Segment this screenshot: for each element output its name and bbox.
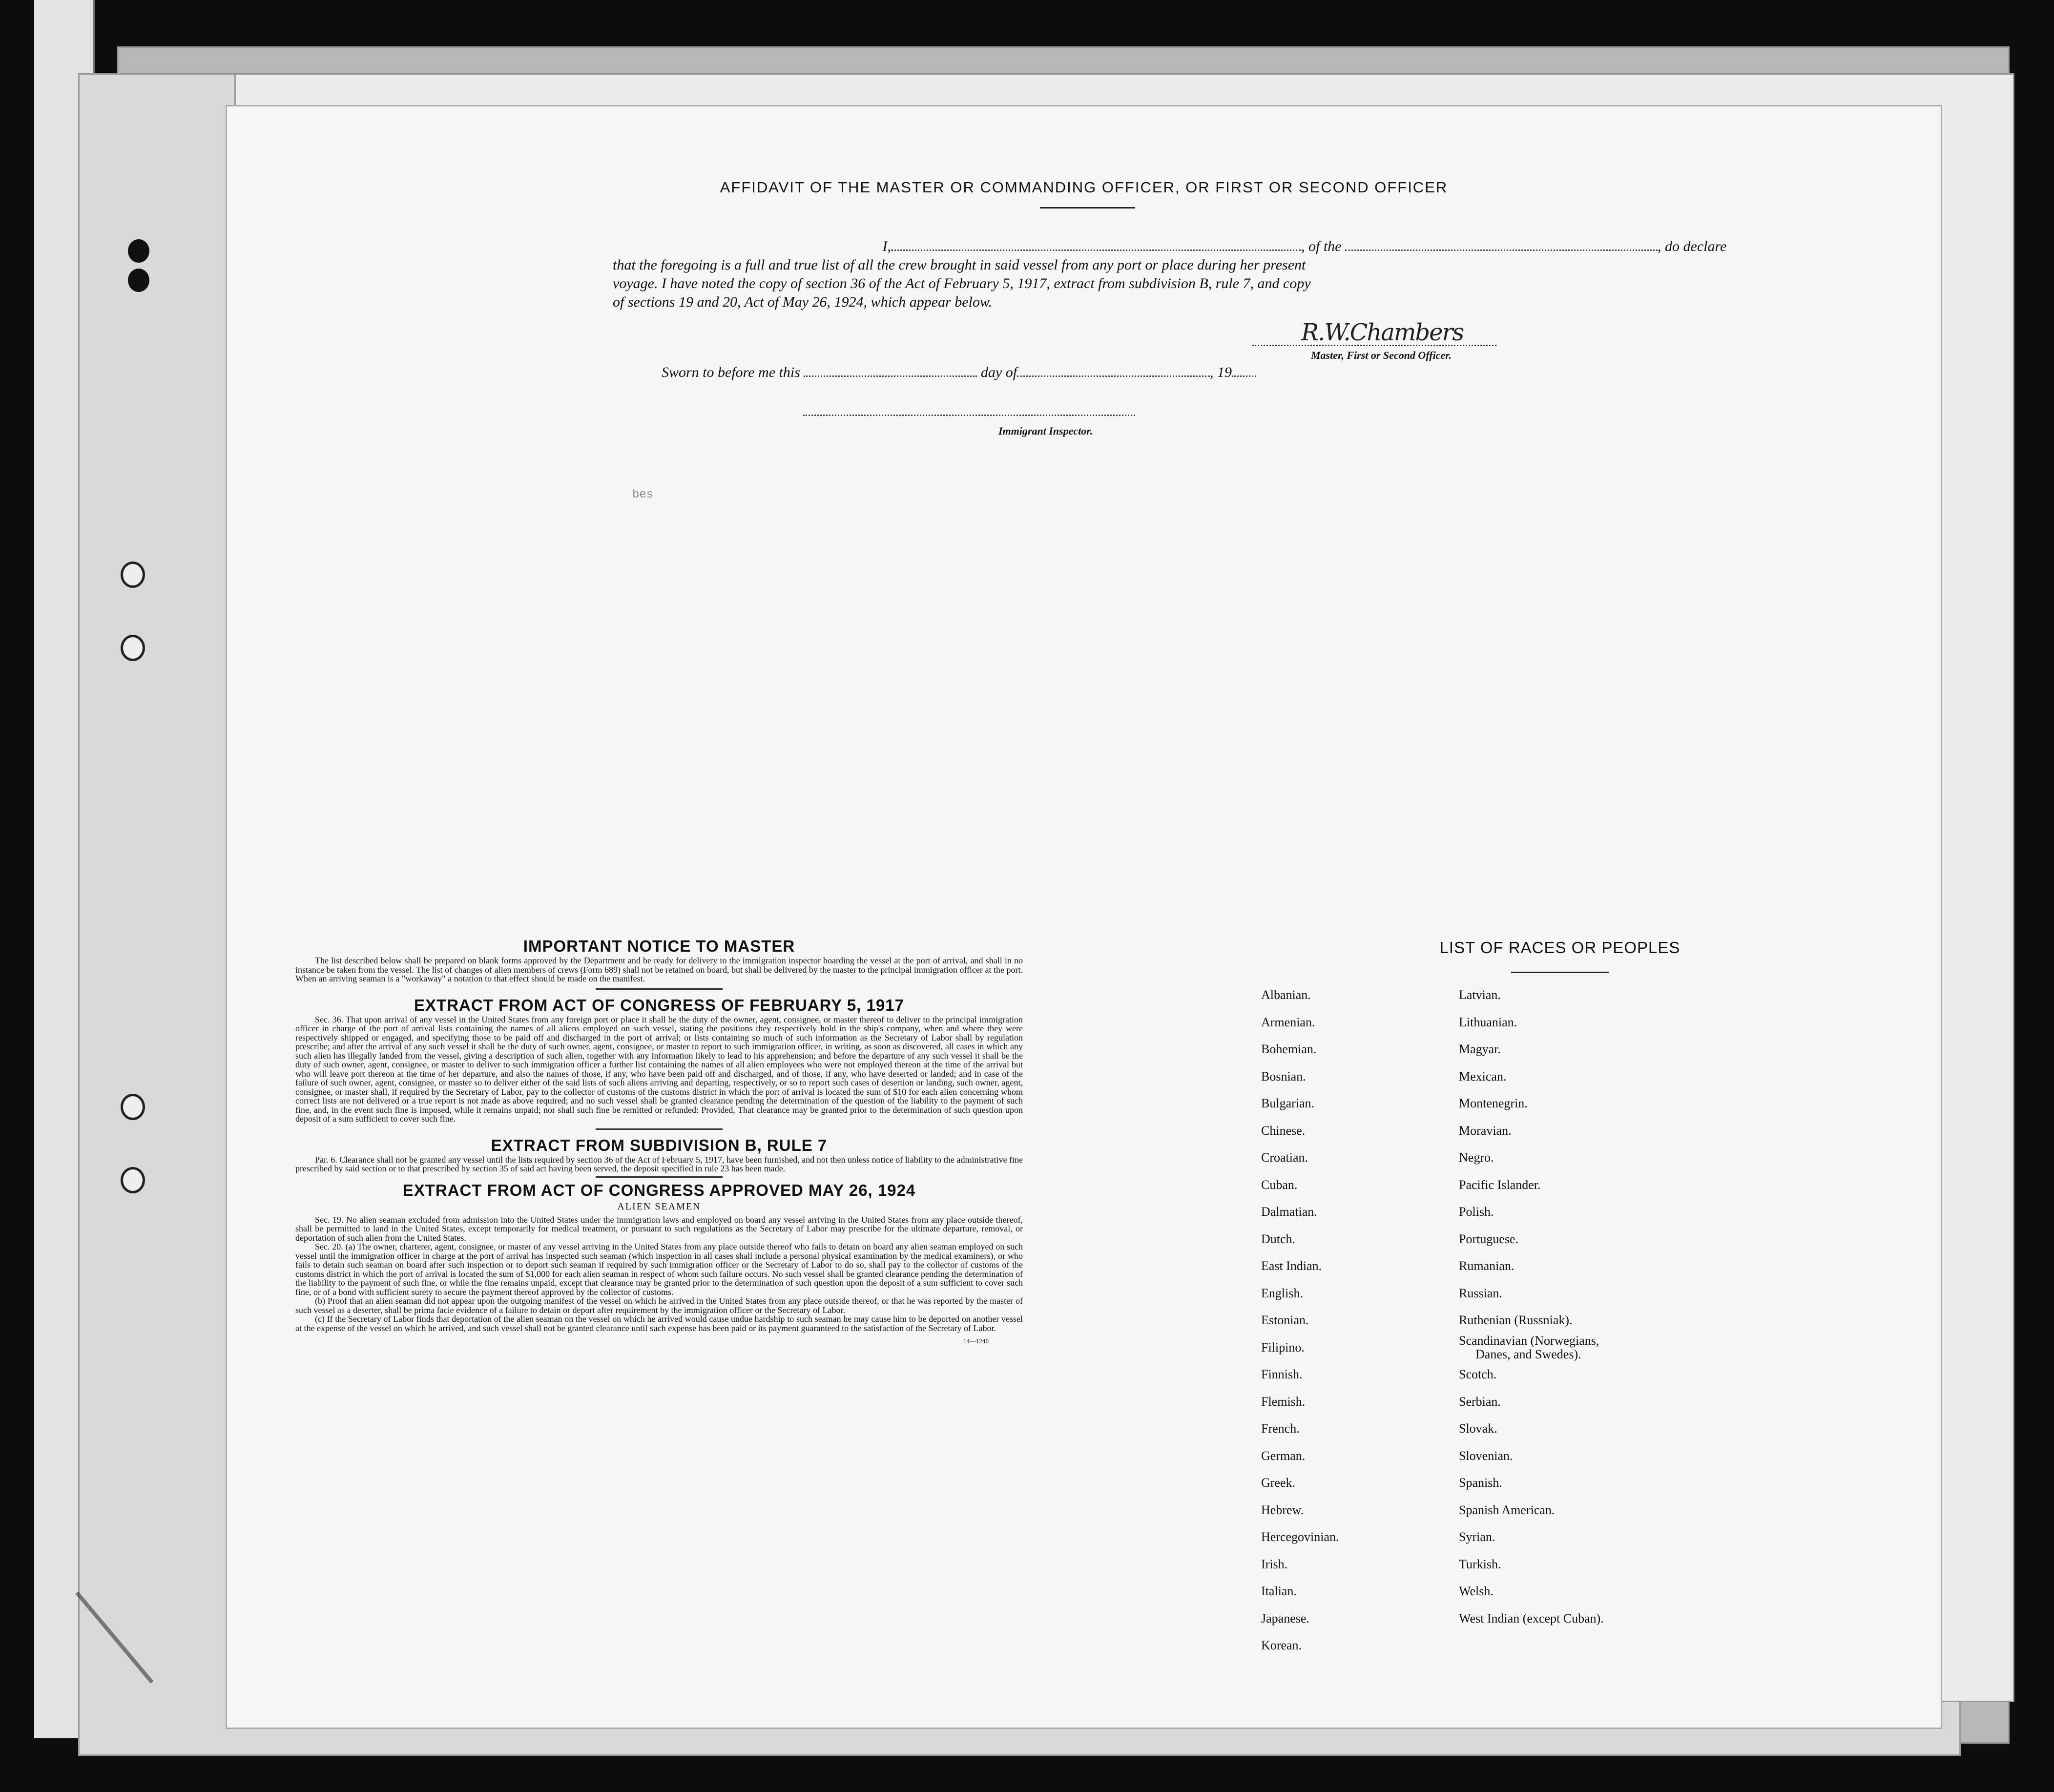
race-item: Estonian. [1261,1313,1309,1327]
race-item: Scotch. [1459,1367,1497,1381]
sworn-line [662,364,1256,381]
sworn-year-line [1232,366,1256,377]
race-item: Syrian. [1459,1530,1495,1544]
notice-text: The list described below shall be prepared on blank forms approved by the Department and be ready for delivery to the immigration inspector boarding the vessel at the port of arrival, and shall in no instance be taken from the vessel. The list of changes of alien members of crews (Form 689) shall not be retained on board, but shall be delivered by the master to the principal immigration officer at the port. When an arriving seaman is a "workaway" a notation to that effect should be made on the manifest. [295,956,1023,983]
faint-mark: bes [632,488,654,501]
inspector-line [803,415,1135,416]
race-item: Moravian. [1459,1123,1512,1138]
race-item: Bosnian. [1261,1069,1306,1084]
race-item: Magyar. [1459,1042,1501,1056]
race-item: Latvian. [1459,988,1501,1002]
punch-hole [121,1094,145,1120]
races-rule [1511,972,1609,973]
race-item: Pacific Islander. [1459,1177,1541,1192]
race-item: Dutch. [1261,1231,1296,1246]
section-19-text: Sec. 19. No alien seaman excluded from admission into the United States under the immigration laws and employed on board any vessel arriving in the United States from any place outside thereof, shall be permitted to land in the United States, except temporarily for medical treatment, or pursuant to such regulations as the Secretary of Labor may prescribe for the ultimate departure, removal, or deportation of such alien from the United States. [295,1214,1023,1243]
affidavit-text [613,237,1727,312]
race-item: Italian. [1261,1584,1297,1598]
punch-hole [121,1167,145,1193]
race-item: Filipino. [1261,1340,1305,1354]
race-item: Serbian. [1459,1394,1501,1409]
race-item-scandinavian [1459,1334,1604,1361]
affidavit-title: AFFIDAVIT OF THE MASTER OR COMMANDING OFFICER, OR FIRST OR SECOND OFFICER [720,179,1448,196]
form-number: 14—1240 [963,1337,989,1345]
race-item: Hebrew. [1261,1502,1304,1517]
race-item: Spanish American. [1459,1502,1555,1517]
race-item: Japanese. [1261,1611,1309,1625]
notice-title: IMPORTANT NOTICE TO MASTER [523,937,795,955]
race-item: Russian. [1459,1286,1502,1300]
race-item: German. [1261,1448,1306,1463]
race-item: Dalmatian. [1261,1205,1317,1219]
race-item: Greek. [1261,1476,1296,1490]
sworn-month-line [1017,366,1210,377]
races-title: LIST OF RACES OR PEOPLES [1439,938,1681,957]
manifest-page [227,106,1941,1728]
race-item: Portuguese. [1459,1231,1519,1246]
race-item: Turkish. [1459,1557,1501,1571]
subdivision-title: EXTRACT FROM SUBDIVISION B, RULE 7 [491,1136,828,1154]
affidavit-declare: , do declare [1658,238,1727,254]
punch-hole [121,562,145,588]
subdivision-text: Par. 6. Clearance shall not be granted any vessel until the lists required by section 36 of the Act of February 5, 1917, have been furnished, and not then unless notice of liability to the administrative fine prescribed by said section or to that prescribed by section 35 of said act having been served, the deposit specified in rule 23 has been made. [295,1154,1023,1173]
race-item: Slovak. [1459,1421,1497,1436]
race-item: Chinese. [1261,1123,1306,1138]
race-item: East Indian. [1261,1259,1322,1273]
affidavit-line-3: voyage. I have noted the copy of section 36 of the Act of February 5, 1917, extract from subdivision B, rule 7, and copy [613,275,1311,292]
race-item: Armenian. [1261,1015,1315,1029]
races-left-list [1261,981,1339,1659]
vessel-name-line [1345,240,1658,251]
title-rule [1040,207,1135,208]
section-rule [596,1128,723,1130]
signature-caption: Master, First or Second Officer. [1311,349,1452,361]
race-item: Hercegovinian. [1261,1530,1339,1544]
affidavit-line-2: that the foregoing is a full and true list of all the crew brought in said vessel from any port or place during her present [613,257,1306,273]
affidavit-i: I, [882,238,891,254]
extract-1924-title: EXTRACT FROM ACT OF CONGRESS APPROVED MAY 26, 1924 [402,1181,916,1199]
extract-1917-text: Sec. 36. That upon arrival of any vessel in the United States from any foreign port or place it shall be the duty of the owner, agent, consignee, or master thereof to deliver to the principal immigration officer in charge of the port of arrival lists containing the names of all aliens employed on such vessel, stating the positions they respectively hold in the ship's company, when and where they were respectively shipped or engaged, and specifying those to be paid off and discharged in the port of arrival; or lists containing so much of such information as the Secretary of Labor shall by regulation prescribe; and after the arrival of any such vessel it shall be the duty of such owner, agent, consignee, or master to report to such immigration officer, in writing, as soon as discovered, all cases in which any such alien has illegally landed from the vessel, giving a description of such alien, together with any information likely to lead to his apprehension; and before the departure of any such vessel it shall be the duty of such owner, agent, consignee, or master to deliver to such immigration officer a further list containing the names of all alien employees who were not employed thereon at the time of the arrival but who will leave port thereon at the time of her departure, and also the names of those, if any, who have been paid off and discharged, and of those, if any, who have deserted or landed; and in case of the failure of such owner, agent, consignee, or master so to deliver either of the said lists of such aliens arriving and departing, respectively, or so to report such cases of desertion or landing, such owner, agent, consignee, or master shall, if required by the Secretary of Labor, pay to the collector of customs of the customs district in which the port of arrival is located the sum of $10 for each alien concerning whom correct lists are not delivered or a true report is not made as above required; and no such vessel shall be granted clearance pending the determination of the question of the liability to the payment of such fine, and, in the event such fine is imposed, while it remains unpaid; nor shall such fine be remitted or refunded: Provided, That clearance may be granted prior to the determination of such question upon deposit of a sum sufficient to cover such fine. [295,1014,1023,1124]
race-item: Rumanian. [1459,1259,1515,1273]
race-item: Korean. [1261,1638,1302,1652]
race-item: Negro. [1459,1150,1494,1165]
punch-hole [121,635,145,661]
punch-hole [128,269,149,292]
race-item: Albanian. [1261,988,1311,1002]
officer-signature: R.W.Chambers [1301,319,1464,346]
affidavit-line-4: of sections 19 and 20, Act of May 26, 1924, which appear below. [613,294,993,310]
race-item: West Indian (except Cuban). [1459,1611,1604,1625]
race-item: Slovenian. [1459,1448,1513,1463]
section-rule [596,988,723,990]
race-item: Mexican. [1459,1069,1507,1084]
section-20a-text: Sec. 20. (a) The owner, charterer, agent, consignee, or master of any vessel arriving in the United States from any place outside thereof who fails to detain on board any alien seaman employed on such vessel until the immigration officer in charge at the port of arrival has inspected such seaman (which inspection in all cases shall include a personal physical examination by the medical examiners), or who fails to detain such seaman on board after such inspection or to deport such seaman if required by such immigration officer or the Secretary of Labor to do so, shall pay to the collector of customs of the customs district in which the port of arrival is located the sum of $1,000 for each alien seaman in respect of whom such failure occurs. No such vessel shall be granted clearance pending the determination of the liability to the payment of such fine, or while the fine remains unpaid, except that clearance may be granted prior to the determination of such question upon the deposit of a sum sufficient to cover such fine, or of a bond with sufficient surety to secure the payment thereof approved by the collector of customs. [295,1242,1023,1297]
signature-line [1252,345,1496,346]
affidavit-of-the: , of the [1301,238,1342,254]
race-item: Scandinavian (Norwegians, [1459,1333,1599,1348]
inspector-caption: Immigrant Inspector. [998,425,1093,437]
race-item: English. [1261,1286,1303,1300]
race-item: Flemish. [1261,1394,1306,1409]
section-rule [596,1176,723,1178]
notice-column [295,937,1023,1345]
sworn-day-line [804,366,977,377]
sworn-day-of: day of [980,364,1017,380]
race-item: Irish. [1261,1557,1288,1571]
race-item: Spanish. [1459,1476,1502,1490]
race-item: Finnish. [1261,1367,1303,1381]
section-20c-text: (c) If the Secretary of Labor finds that deportation of the alien seaman on the vessel on which he arrived would cause undue hardship to such seaman he may cause him to be deported on another vessel at the expense of the vessel on which he arrived, and such vessel shall not be granted clearance until such expense has been paid or its payment guaranteed to the satisfaction of the Secretary of Labor. [295,1314,1023,1333]
race-item: Welsh. [1459,1584,1494,1598]
race-item: Cuban. [1261,1177,1298,1192]
race-item: Lithuanian. [1459,1015,1517,1029]
races-right-list [1459,981,1604,1632]
race-item: Bohemian. [1261,1042,1317,1056]
race-item: Polish. [1459,1205,1494,1219]
alien-seamen-subtitle: ALIEN SEAMEN [617,1201,701,1212]
race-item-continuation: Danes, and Swedes). [1475,1347,1581,1361]
race-item: Ruthenian (Russniak). [1459,1313,1573,1327]
race-item: Montenegrin. [1459,1096,1528,1110]
section-20b-text: (b) Proof that an alien seaman did not appear upon the outgoing manifest of the vessel on which he arrived in the United States from any place outside thereof, or that he was reported by the master of such vessel as a deserter, shall be prima facie evidence of a failure to detain or deport after requirement by the immigration officer or the Secretary of Labor. [295,1296,1023,1315]
race-item: Croatian. [1261,1150,1308,1165]
race-item: French. [1261,1421,1300,1436]
extract-1917-title: EXTRACT FROM ACT OF CONGRESS OF FEBRUARY 5, 1917 [414,996,904,1014]
sworn-prefix: Sworn to before me this [662,364,800,380]
punch-hole [128,239,149,263]
sworn-year: , 19 [1210,364,1232,380]
officer-name-line [891,240,1301,251]
race-item: Bulgarian. [1261,1096,1315,1110]
